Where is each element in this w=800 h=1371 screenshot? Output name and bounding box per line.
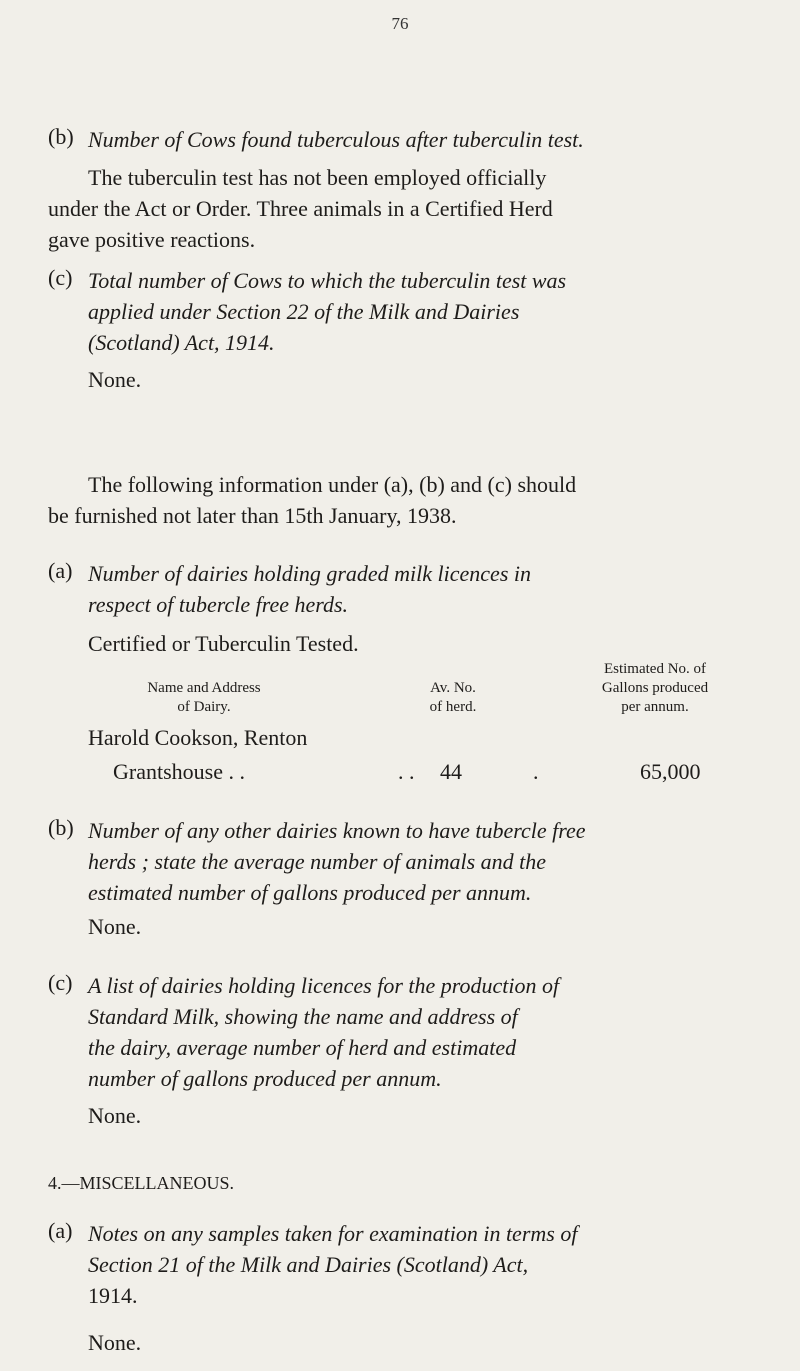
intro-paragraph xyxy=(48,469,760,531)
intro-line: The following information under (a), (b) and (c) should xyxy=(88,472,577,497)
heading-line: Section 21 of the Milk and Dairies (Scotland) Act, xyxy=(88,1252,529,1277)
col-header-line: Estimated No. of xyxy=(603,661,707,677)
heading-line: (Scotland) Act, 1914. xyxy=(88,330,275,355)
heading-line: Number of dairies holding graded milk licences in xyxy=(88,561,531,586)
heading-line: number of gallons produced per annum. xyxy=(88,1066,442,1091)
misc-heading: 4.—MISCELLANEOUS. xyxy=(48,1173,235,1193)
heading-line: estimated number of gallons produced per annum. xyxy=(88,880,532,905)
section-answer: None. xyxy=(88,1330,142,1355)
col-header-gallons xyxy=(555,660,755,717)
page-number: 76 xyxy=(391,14,409,33)
heading-line: applied under Section 22 of the Milk and Dairies xyxy=(88,299,520,324)
table-row-separator: . xyxy=(533,759,539,784)
section-label: (b) xyxy=(48,124,74,149)
section-heading xyxy=(88,558,531,620)
section-label: (a) xyxy=(48,558,73,583)
subheading: Certified or Tuberculin Tested. xyxy=(88,631,359,656)
heading-line: herds ; state the average number of animals and the xyxy=(88,849,547,874)
col-header-line: Av. No. xyxy=(430,680,476,696)
body-line: under the Act or Order. Three animals in a Certified Herd xyxy=(48,196,553,221)
section-label: (c) xyxy=(48,970,73,995)
section-heading xyxy=(88,1218,577,1311)
heading-line: Total number of Cows to which the tuberculin test was xyxy=(88,268,567,293)
section-heading xyxy=(88,265,566,358)
table-row-gallons: 65,000 xyxy=(640,759,701,784)
heading-line: 1914. xyxy=(88,1283,138,1308)
col-header-line: Gallons produced xyxy=(601,680,709,696)
section-answer: None. xyxy=(88,914,142,939)
section-label: (c) xyxy=(48,265,73,290)
body-line: gave positive reactions. xyxy=(48,227,256,252)
col-header-name xyxy=(104,660,304,717)
heading-line: respect of tubercle free herds. xyxy=(88,592,349,617)
heading-line: A list of dairies holding licences for the production of xyxy=(88,973,560,998)
table-row-dots: . . xyxy=(398,759,415,784)
table-row-name-line2: Grantshouse . . xyxy=(113,759,245,784)
col-header-line: Name and Address xyxy=(147,680,261,696)
heading-line: the dairy, average number of herd and estimated xyxy=(88,1035,517,1060)
heading-line: Standard Milk, showing the name and address of xyxy=(88,1004,518,1029)
section-label: (a) xyxy=(48,1218,73,1243)
heading-line: Notes on any samples taken for examination in terms of xyxy=(88,1221,578,1246)
section-answer: None. xyxy=(88,1103,142,1128)
section-heading xyxy=(88,970,559,1094)
section-label: (b) xyxy=(48,815,74,840)
intro-line: be furnished not later than 15th January, 1938. xyxy=(48,503,457,528)
section-heading xyxy=(88,815,586,908)
table-row-name-line1: Harold Cookson, Renton xyxy=(88,725,308,750)
col-header-line: of herd. xyxy=(429,699,477,715)
col-header-line: per annum. xyxy=(621,699,689,715)
section-body xyxy=(48,162,553,255)
section-heading: Number of Cows found tuberculous after tuberculin test. xyxy=(88,127,584,152)
col-header-line: of Dairy. xyxy=(177,699,231,715)
body-line: The tuberculin test has not been employed officially xyxy=(88,165,547,190)
col-header-herd xyxy=(388,660,518,717)
section-answer: None. xyxy=(88,367,142,392)
table-row-herd: 44 xyxy=(440,759,462,784)
heading-line: Number of any other dairies known to have tubercle free xyxy=(88,818,586,843)
